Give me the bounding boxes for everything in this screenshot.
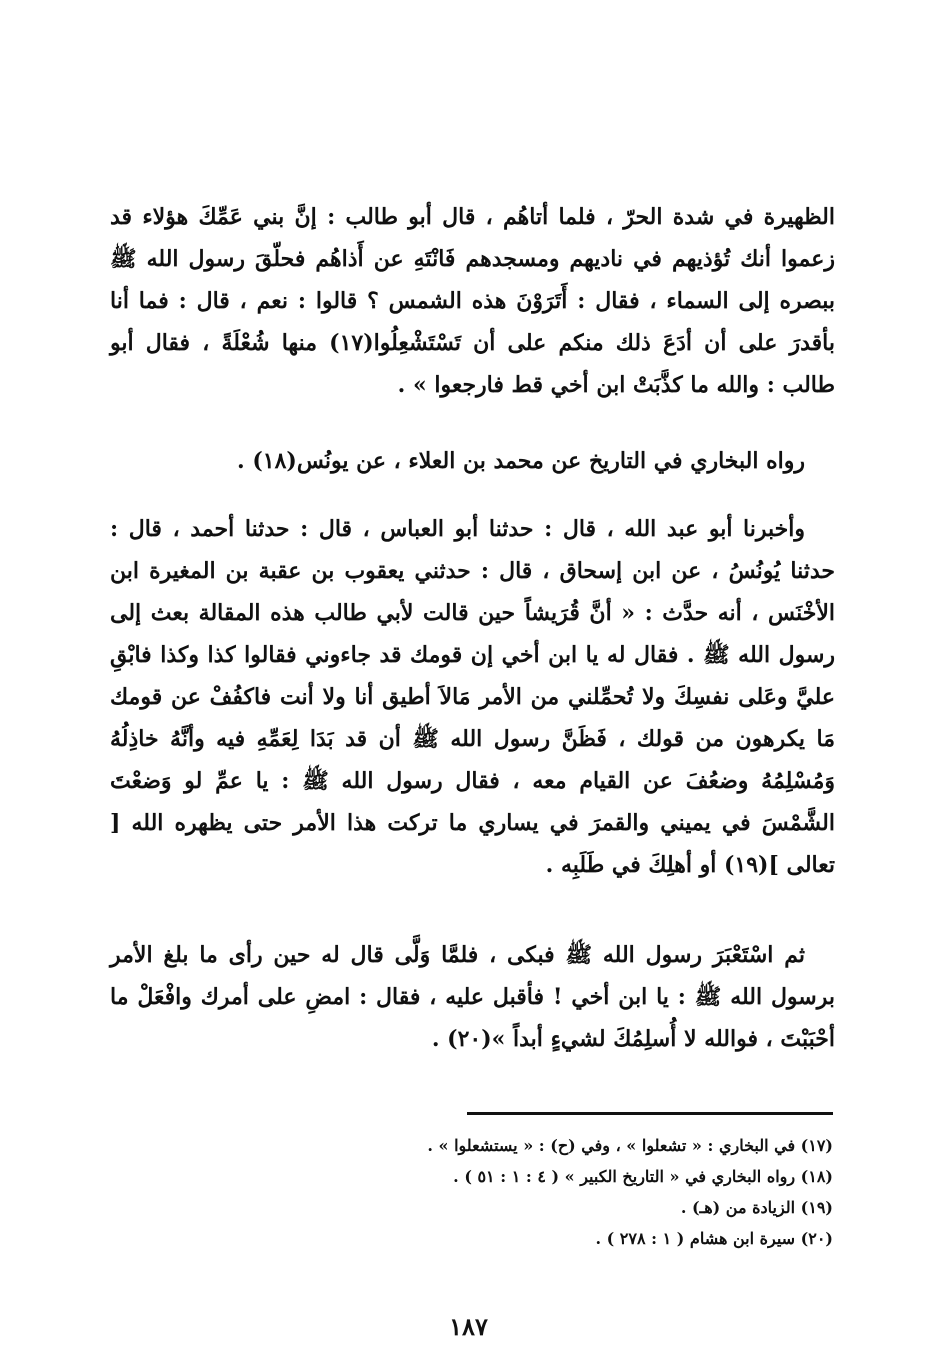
footnote-17: (١٧) في البخاري : « تشعلوا » ، وفي (ح) : « يستشعلوا » . — [427, 1136, 833, 1155]
page-number: ١٨٧ — [449, 1312, 488, 1341]
main-text-paragraph — [110, 196, 835, 406]
citation-paragraph — [110, 440, 835, 482]
paragraph-text: الظهيرة في شدة الحرّ ، فلما أتاهُم ، قال أبو طالب : إنَّ بني عَمِّكَ هؤلاء قد زعموا أنك تُؤذيهم في ناديهم ومسجدهم فَانْتَهِ عن أَذاهُم فحلّقَ رسول الله ﷺ ببصره إلى السماء ، فقال : أَتَرَوْنَ هذه الشمس ؟ قالوا : نعم ، قال : فما أنا بأقدرَ على أن أدَعَ ذلك منكم على أن تَسْتَشْعِلُوا(١٧) منها شُعْلَةً ، فقال أبو طالب : والله ما كذَّبَتْ ابن أخي قط فارجعوا » . — [110, 204, 835, 398]
paragraph-text: وأخبرنا أبو عبد الله ، قال : حدثنا أبو العباس ، قال : حدثنا أحمد ، قال : حدثنا يُونُسُ ، عن ابن إسحاق ، قال : حدثني يعقوب بن عقبة بن المغيرة ابن الأخْنَس ، أنه حدَّث : « أنَّ قُرَيشاً حين قالت لأبي طالب هذه المقالة بعث إلى رسول الله ﷺ . فقال له يا ابن أخي إن قومك قد جاءوني فقالوا كذا وكذا فابْقِ عليَّ وعَلى نفسِكَ ولا تُحمِّلني من الأمر مَالاَ أطيق أنا ولا أنت فاكفُفْ عن قومك مَا يكرهون من قولك ، فَظَنَّ رسول الله ﷺ أن قد بَدَا لِعَمِّهِ فيه وأنَّهُ خاذِلُهُ وَمُسْلِمُهُ وضعُفَ عن القيام معه ، فقال رسول الله ﷺ : يا عمِّ لو وَضعْتَ الشَّمْسَ في يميني والقمرَ في يساري ما تركت هذا الأمر حتى يظهره الله [ تعالى ](١٩) أو أهلِكَ في طَلَبِه . — [110, 516, 835, 878]
footnote-19: (١٩) الزيادة من (هـ) . — [680, 1198, 833, 1217]
footnote-20: (٢٠) سيرة ابن هشام ( ١ : ٢٧٨ ) . — [595, 1229, 833, 1248]
footnote-18: (١٨) رواه البخاري في « التاريخ الكبير » ( ٤ : ١ : ٥١ ) . — [453, 1167, 833, 1186]
paragraph-text: رواه البخاري في التاريخ عن محمد بن العلاء ، عن يونُس(١٨) . — [237, 448, 805, 474]
footnotes-section — [133, 1130, 833, 1254]
paragraph-text: ثم اسْتَعْبَرَ رسول الله ﷺ فبكى ، فلمَّا وَلَّى قال له حين رأى ما بلغ الأمر برسول الله ﷺ : يا ابن أخي ! فأقبل عليه ، فقال : امضِ على أمرك وافْعَلْ ما أحْبَبْتَ ، فوالله لا أُسلِمُكَ لشيءٍ أبداً »(٢٠) . — [110, 942, 835, 1052]
main-text-paragraph — [110, 508, 835, 886]
footnote-divider — [467, 1112, 833, 1115]
main-text-paragraph — [110, 934, 835, 1060]
